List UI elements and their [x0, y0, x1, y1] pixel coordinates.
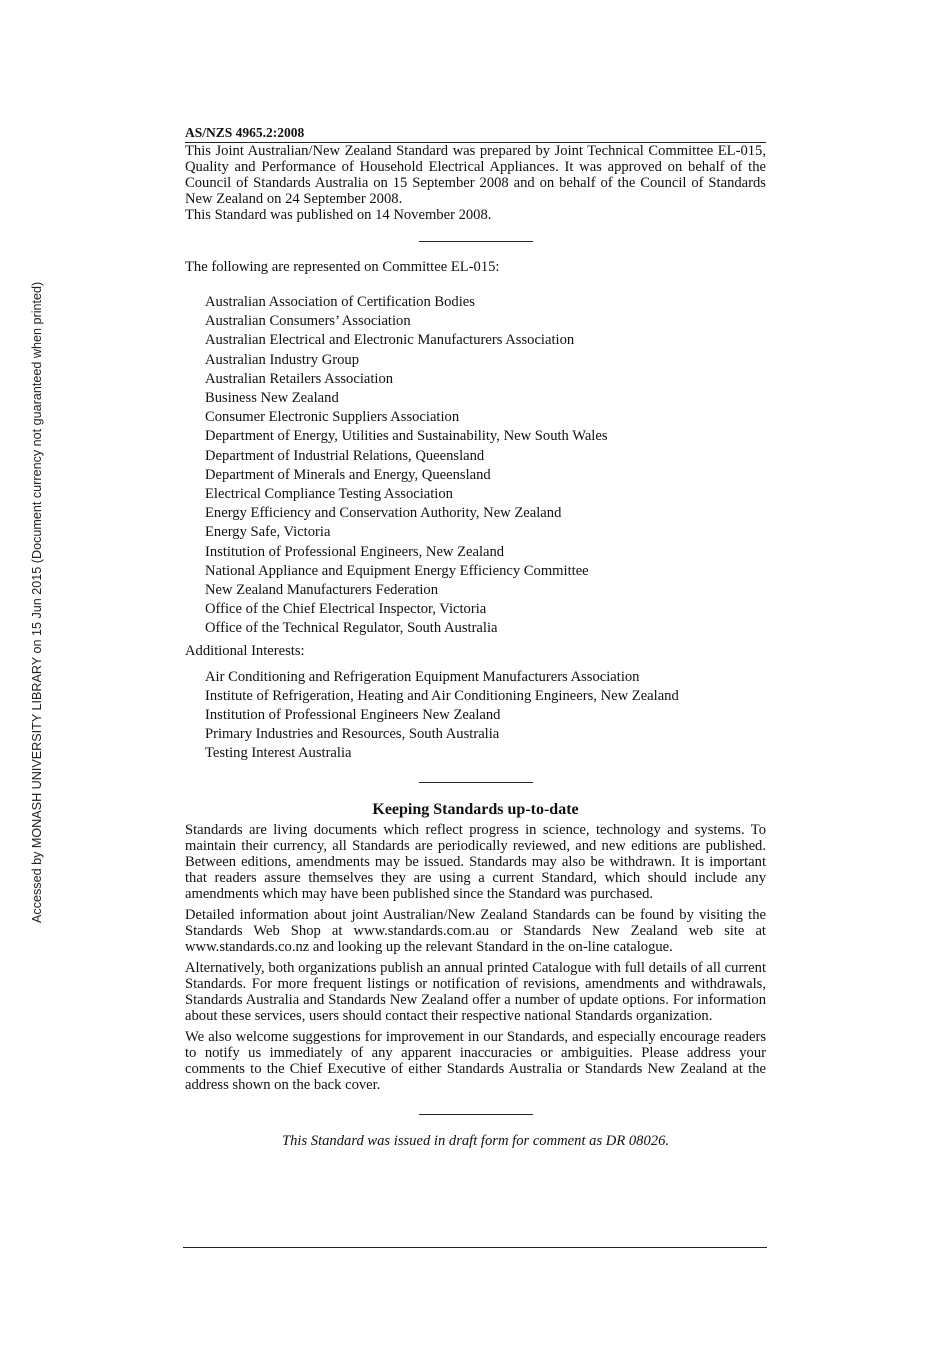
committee-member: Institution of Professional Engineers New Zealand: [205, 707, 501, 724]
committee-member: Australian Industry Group: [205, 351, 360, 368]
committee-member: Air Conditioning and Refrigeration Equipment Manufacturers Association: [205, 668, 640, 685]
committee-member: Primary Industries and Resources, South Australia: [205, 726, 500, 743]
committee-member: Office of the Chief Electrical Inspector, Victoria: [205, 601, 487, 618]
committee-member: Australian Electrical and Electronic Manufacturers Association: [205, 332, 575, 349]
committee-intro: The following are represented on Committee EL-015:: [185, 259, 500, 275]
committee-member: Australian Retailers Association: [205, 370, 394, 387]
committee-member: Energy Efficiency and Conservation Authority, New Zealand: [205, 505, 562, 522]
section-divider: [419, 782, 533, 783]
committee-member-list: [185, 293, 766, 639]
committee-member: Business New Zealand: [205, 390, 339, 407]
keeping-paragraph: Alternatively, both organizations publish an annual printed Catalogue with full details of all current Standards. For more frequent listings or notification of revisions, amendments and withdrawals, Standards Australia and Standards New Zealand offer a number of update options. For information about these services, users should contact their respective national Standards organization.: [185, 959, 766, 1024]
committee-member: Australian Association of Certification Bodies: [205, 294, 475, 310]
access-watermark: Accessed by MONASH UNIVERSITY LIBRARY on 15 Jun 2015 (Document currency not guaranteed when printed): [30, 281, 44, 923]
keeping-paragraph: Detailed information about joint Australian/New Zealand Standards can be found by visiting the Standards Web Shop at www.standards.com.au or Standards New Zealand web site at www.standards.co.nz and looking up the relevant Standard in the on-line catalogue.: [185, 906, 766, 955]
committee-member: Office of the Technical Regulator, South Australia: [205, 620, 498, 637]
keeping-heading: Keeping Standards up-to-date: [372, 800, 579, 818]
document-id: AS/NZS 4965.2:2008: [185, 125, 766, 143]
draft-note: This Standard was issued in draft form for comment as DR 08026.: [281, 1132, 670, 1149]
publication-date: This Standard was published on 14 November 2008.: [185, 207, 492, 223]
page-bottom-rule: [183, 1247, 767, 1248]
keeping-paragraph: We also welcome suggestions for improvement in our Standards, and especially encourage readers to notify us immediately of any apparent inaccuracies or ambiguities. Please address your comments to the Chief Executive of either Standards Australia or Standards New Zealand at the address shown on the back cover.: [185, 1028, 766, 1093]
committee-member: Energy Safe, Victoria: [205, 524, 331, 541]
committee-member: Institute of Refrigeration, Heating and Air Conditioning Engineers, New Zealand: [205, 687, 679, 704]
section-divider: [419, 241, 533, 242]
committee-member: Institution of Professional Engineers, New Zealand: [205, 543, 505, 560]
keeping-section: [185, 822, 766, 1093]
committee-member: Electrical Compliance Testing Association: [205, 486, 453, 503]
additional-interests-list: [185, 668, 766, 764]
committee-member: Department of Energy, Utilities and Sustainability, New South Wales: [205, 428, 608, 445]
keeping-paragraph: Standards are living documents which reflect progress in science, technology and systems. To maintain their currency, all Standards are periodically reviewed, and new editions are published. Between editions, amendments may be issued. Standards may also be withdrawn. It is important that readers assure themselves they are using a current Standard, which should include any amendments which may have been published since the Standard was purchased.: [185, 821, 766, 902]
committee-member: National Appliance and Equipment Energy Efficiency Committee: [205, 562, 589, 579]
committee-member: Department of Industrial Relations, Queensland: [205, 447, 485, 464]
committee-member: Department of Minerals and Energy, Queensland: [205, 466, 491, 483]
additional-interests-label: Additional Interests:: [185, 642, 305, 659]
committee-member: New Zealand Manufacturers Federation: [205, 582, 438, 599]
section-divider: [419, 1114, 533, 1115]
committee-member: Australian Consumers’ Association: [205, 313, 411, 330]
committee-member: Consumer Electronic Suppliers Association: [205, 409, 460, 426]
document-page: [185, 125, 766, 1150]
preparation-paragraph: This Joint Australian/New Zealand Standard was prepared by Joint Technical Committee EL-015, Quality and Performance of Household Electrical Appliances. It was approved on behalf of the Council of Standards Australia on 15 September 2008 and on behalf of the Council of Standards New Zealand on 24 September 2008.: [185, 143, 766, 207]
committee-member: Testing Interest Australia: [205, 745, 352, 762]
